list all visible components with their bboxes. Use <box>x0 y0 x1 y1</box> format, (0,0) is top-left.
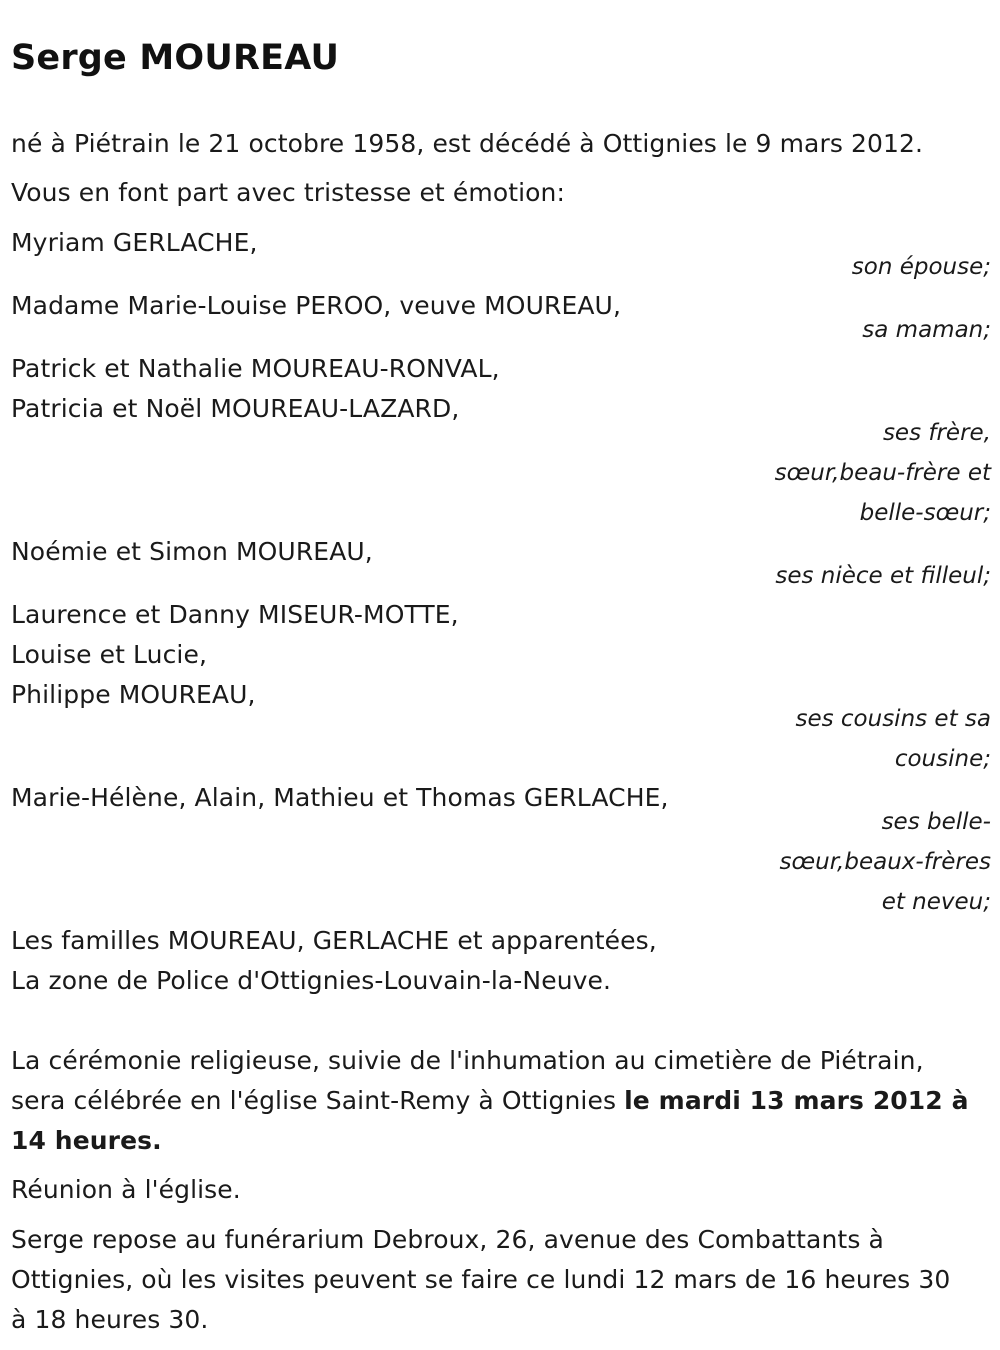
family-role: son épouse; <box>851 254 991 280</box>
family-role: belle-sœur; <box>859 500 991 526</box>
family-member-name: Louise et Lucie, <box>11 640 208 669</box>
visit-text: Serge repose au funérarium Debroux, 26, avenue des Combattants à <box>11 1225 884 1254</box>
family-role: et neveu; <box>881 889 991 915</box>
birth-death-text: né à Piétrain le 21 octobre 1958, est décédé à Ottignies le 9 mars 2012. <box>11 129 924 158</box>
visit-text: à 18 heures 30. <box>11 1305 209 1334</box>
family-member-name: Patrick et Nathalie MOUREAU-RONVAL, <box>11 354 500 383</box>
reunion-text: Réunion à l'église. <box>11 1175 241 1204</box>
ceremony-location: sera célébrée en l'église Saint-Remy à Ottignies <box>11 1086 625 1115</box>
ceremony-text <box>11 1081 969 1121</box>
family-member-name: Noémie et Simon MOUREAU, <box>11 537 373 566</box>
visit-text: Ottignies, où les visites peuvent se faire ce lundi 12 mars de 16 heures 30 <box>11 1265 951 1294</box>
family-role: sœur,beau-frère et <box>774 460 991 486</box>
family-member-name: Patricia et Noël MOUREAU-LAZARD, <box>11 394 460 423</box>
police-zone-text: La zone de Police d'Ottignies-Louvain-la-Neuve. <box>11 966 612 995</box>
family-role: ses frère, <box>882 420 991 446</box>
family-member-name: Marie-Hélène, Alain, Mathieu et Thomas GERLACHE, <box>11 783 669 812</box>
family-role: ses cousins et sa <box>795 706 991 732</box>
family-member-name: Philippe MOUREAU, <box>11 680 256 709</box>
family-role: ses nièce et filleul; <box>775 563 991 589</box>
other-families-text: Les familles MOUREAU, GERLACHE et apparentées, <box>11 926 657 955</box>
ceremony-time: 14 heures. <box>11 1126 162 1155</box>
family-role: ses belle- <box>881 809 991 835</box>
family-role: sa maman; <box>862 317 991 343</box>
family-role: cousine; <box>894 746 991 772</box>
family-member-name: Myriam GERLACHE, <box>11 228 258 257</box>
ceremony-text: La cérémonie religieuse, suivie de l'inhumation au cimetière de Piétrain, <box>11 1046 924 1075</box>
family-member-name: Laurence et Danny MISEUR-MOTTE, <box>11 600 459 629</box>
announcement-text: Vous en font part avec tristesse et émotion: <box>11 178 566 207</box>
page-title: Serge MOUREAU <box>11 38 340 78</box>
family-member-name: Madame Marie-Louise PEROO, veuve MOUREAU, <box>11 291 621 320</box>
ceremony-date: le mardi 13 mars 2012 à <box>624 1086 969 1115</box>
family-role: sœur,beaux-frères <box>779 849 991 875</box>
